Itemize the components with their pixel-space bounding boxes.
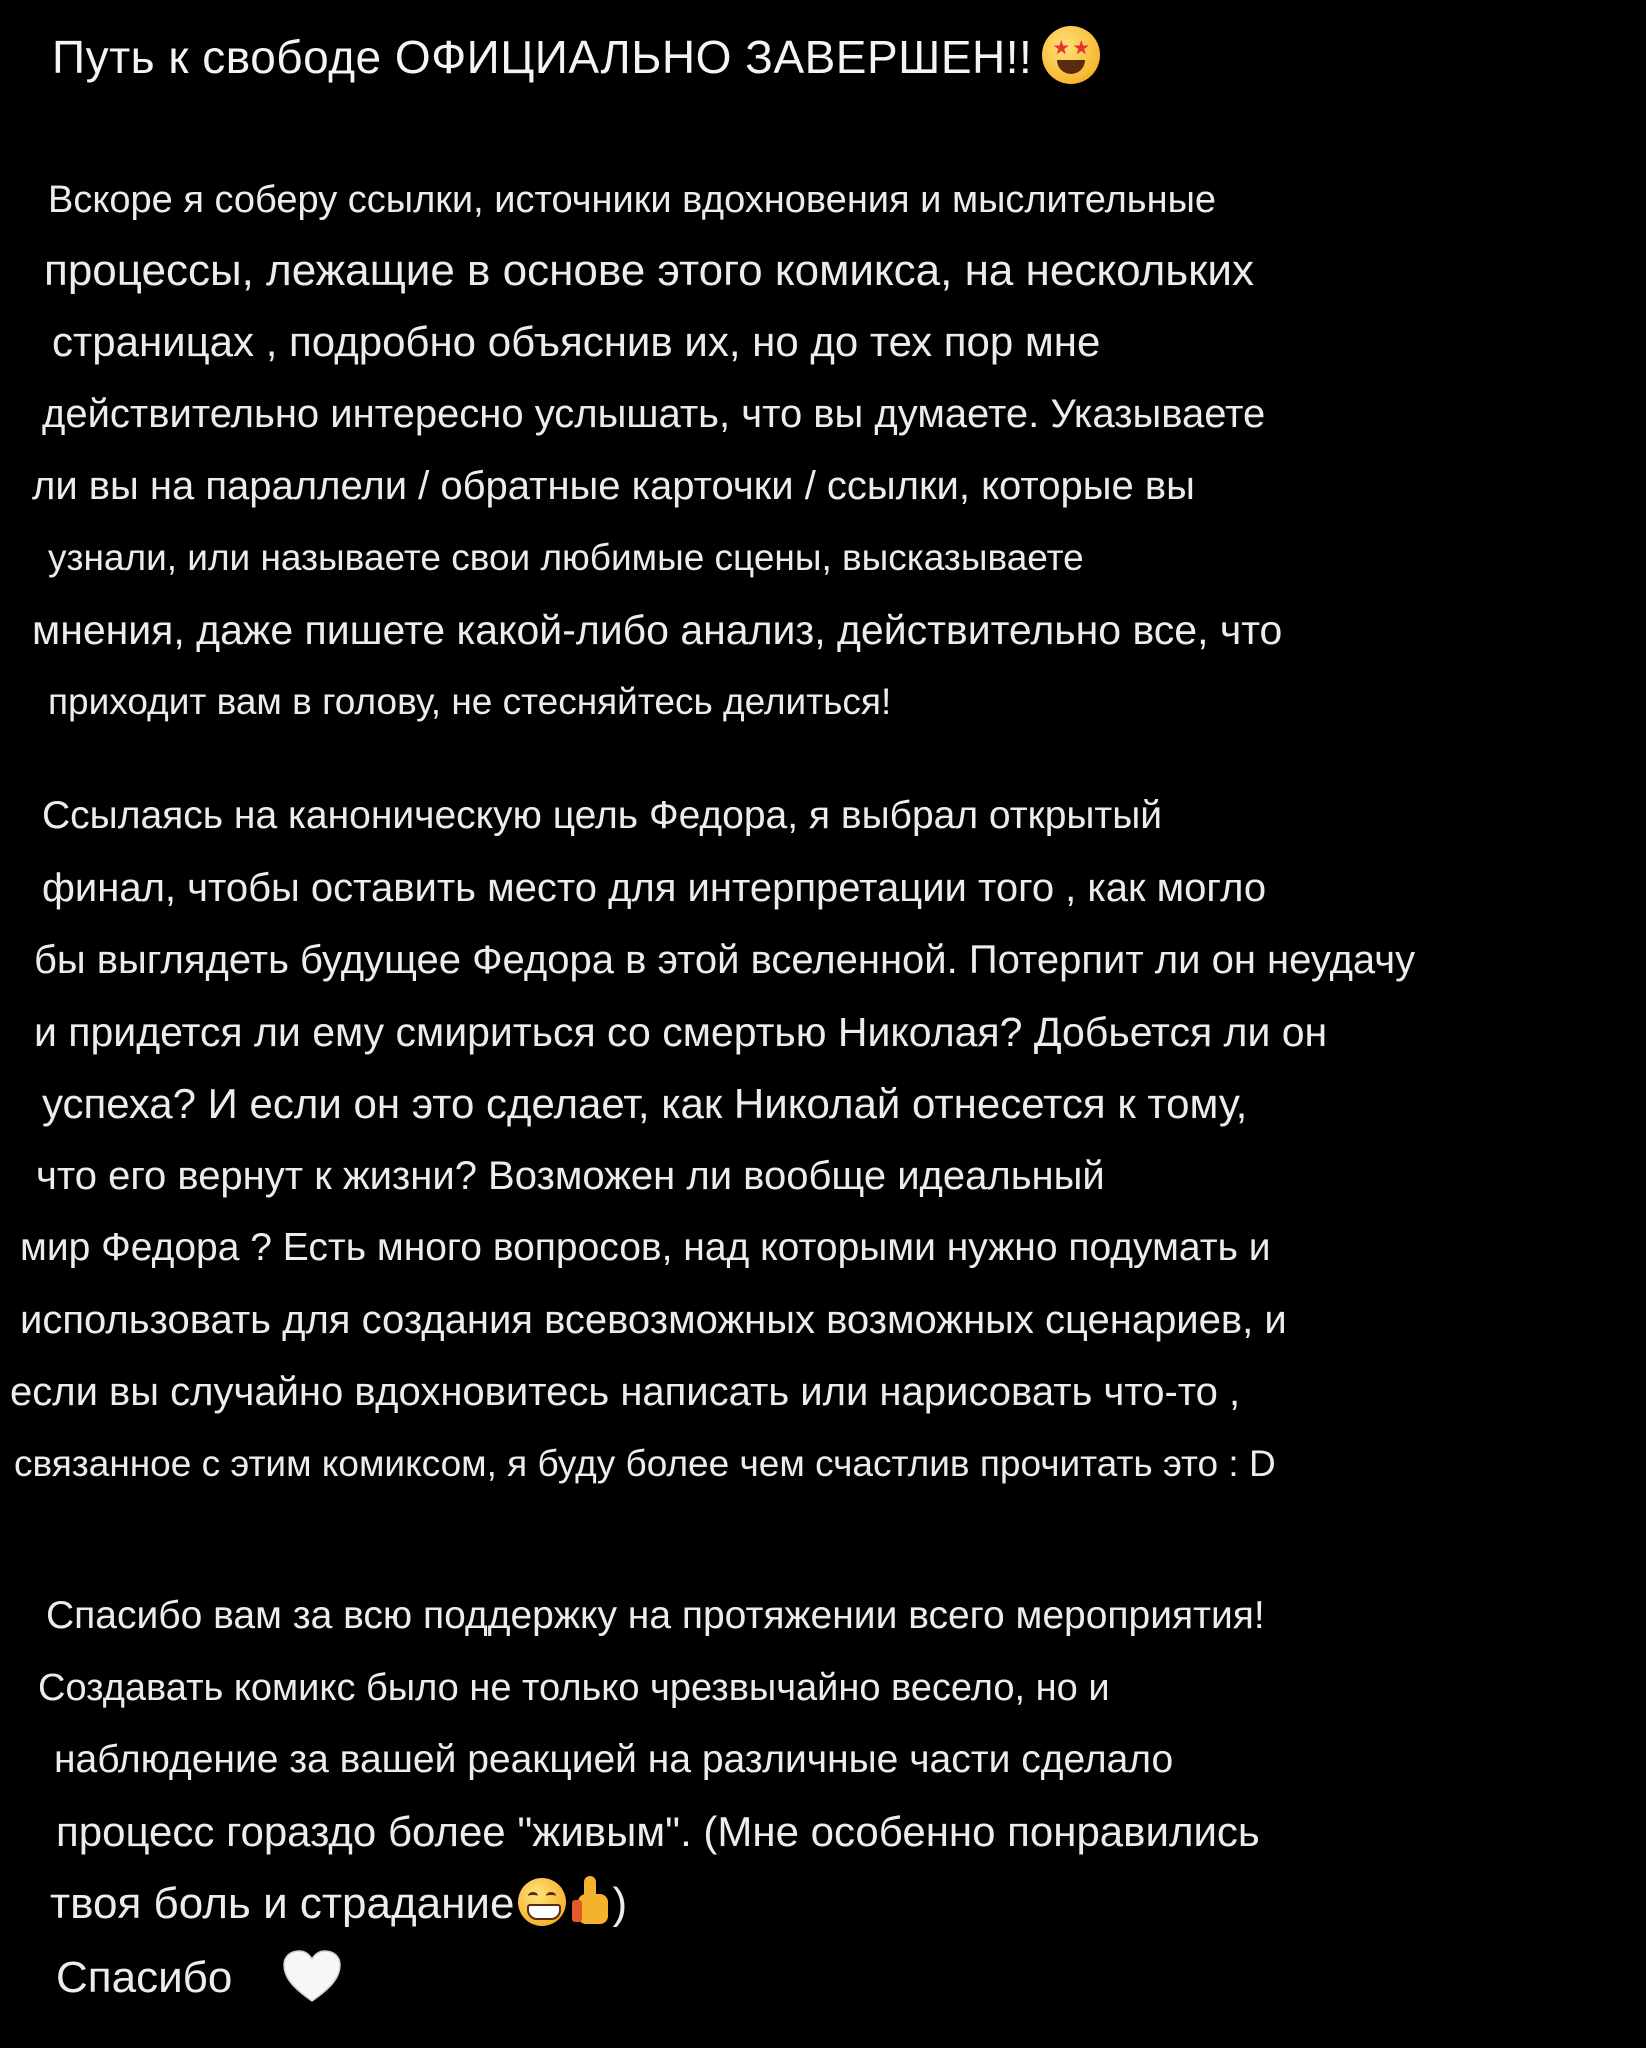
paragraph-1-line-8: приходит вам в голову, не стесняйтесь делиться! xyxy=(48,681,892,722)
paragraph-3-line-5 xyxy=(50,1874,627,1934)
paragraph-3-line-5-text: твоя боль и страдание xyxy=(50,1879,515,1928)
paragraph-2-line-10: связанное с этим комиксом, я буду более чем счастлив прочитать это : D xyxy=(14,1443,1276,1484)
paragraph-2-line-5: успеха? И если он это сделает, как Николай отнесется к тому, xyxy=(42,1080,1248,1127)
paragraph-2-line-4: и придется ли ему смириться со смертью Николая? Добьется ли он xyxy=(34,1009,1328,1055)
paragraph-3-line-3: наблюдение за вашей реакцией на различные части сделало xyxy=(54,1738,1174,1781)
paragraph-2-line-3: бы выглядеть будущее Федора в этой вселенной. Потерпит ли он неудачу xyxy=(34,938,1416,982)
paragraph-3-line-2: Создавать комикс было не только чрезвычайно весело, но и xyxy=(38,1667,1110,1709)
paragraph-1-line-3: страницах , подробно объяснив их, но до тех пор мне xyxy=(52,318,1101,365)
page-title xyxy=(52,22,1612,92)
paragraph-3-line-4: процесс гораздо более "живым". (Мне особенно понравились xyxy=(56,1808,1260,1855)
title-text: Путь к свободе ОФИЦИАЛЬНО ЗАВЕРШЕН!! xyxy=(52,31,1033,83)
grinning-face-icon xyxy=(518,1878,566,1926)
paragraph-1-line-7: мнения, даже пишете какой-либо анализ, действительно все, что xyxy=(32,607,1283,653)
paragraph-1-line-6: узнали, или называете свои любимые сцены, высказываете xyxy=(48,537,1084,578)
thumbs-up-icon xyxy=(572,1874,612,1926)
paragraph-3-line-1: Спасибо вам за всю поддержку на протяжении всего мероприятия! xyxy=(46,1594,1265,1637)
signoff-text: Спасибо xyxy=(56,1953,233,2002)
paragraph-2-line-7: мир Федора ? Есть много вопросов, над которыми нужно подумать и xyxy=(20,1226,1271,1269)
paragraph-2-line-1: Ссылаясь на каноническую цель Федора, я выбрал открытый xyxy=(42,794,1163,837)
paragraph-1-line-5: ли вы на параллели / обратные карточки / ссылки, которые вы xyxy=(32,464,1195,508)
paragraph-1-line-2: процессы, лежащие в основе этого комикса, на нескольких xyxy=(44,246,1254,295)
paragraph-2-line-9: если вы случайно вдохновитесь написать или нарисовать что-то , xyxy=(10,1370,1241,1414)
paragraph-2-line-8: использовать для создания всевозможных возможных сценариев, и xyxy=(20,1298,1287,1342)
paragraph-3-line-5-close: ) xyxy=(612,1879,628,1928)
signoff xyxy=(56,1948,342,2008)
paragraph-2-line-6: что его вернут к жизни? Возможен ли вообще идеальный xyxy=(36,1154,1105,1198)
paragraph-1-line-4: действительно интересно услышать, что вы думаете. Указываете xyxy=(42,392,1266,436)
paragraph-1-line-1: Вскоре я соберу ссылки, источники вдохновения и мыслительные xyxy=(48,179,1217,221)
white-heart-icon xyxy=(282,1949,342,2003)
star-struck-face-icon xyxy=(1042,26,1100,84)
paragraph-2-line-2: финал, чтобы оставить место для интерпретации того , как могло xyxy=(42,866,1267,910)
